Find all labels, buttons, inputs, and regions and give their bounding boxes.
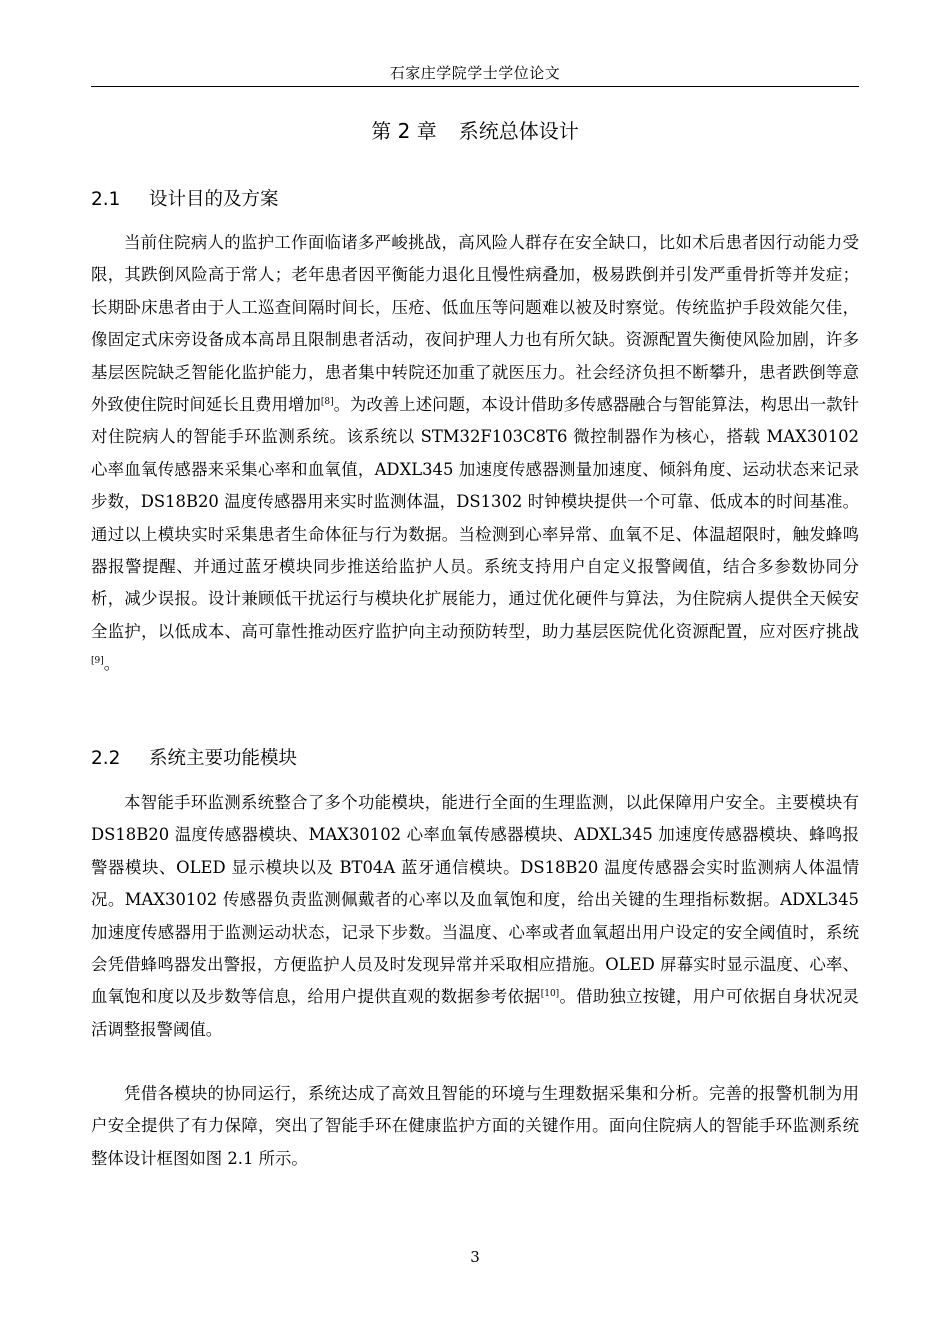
header-divider bbox=[91, 86, 859, 87]
section-heading-2-1 bbox=[91, 186, 279, 214]
chapter-name: 系统总体设计 bbox=[458, 119, 579, 143]
paragraph-text: 。 bbox=[103, 654, 121, 674]
citation-ref: [10] bbox=[540, 989, 560, 1000]
running-header: 石家庄学院学士学位论文 bbox=[389, 64, 561, 82]
chapter-number: 第 2 章 bbox=[371, 119, 437, 143]
paragraph-text: 本智能手环监测系统整合了多个功能模块，能进行全面的生理监测，以此保障用户安全。主要模块有 DS18B20 温度传感器模块、MAX30102 心率血氧传感器模块、ADXL345 加速度传感器模块、蜂鸣报警器模块、OLED 显示模块以及 BT04A 蓝牙通信模块。DS18B20 温度传感器会实时监测病人体温情况。MAX30102 传感器负责监测佩戴者的心率以及血氧饱和度，给出关键的生理指标数据。ADXL345 加速度传感器用于监测运动状态，记录下步数。当温度、心率或者血氧超出用户设定的安全阈值时，系统会凭借蜂鸣器发出警报，方便监护人员及时发现异常并采取相应措施。OLED 屏幕实时显示温度、心率、血氧饱和度以及步数等信息，给用户提供直观的数据参考依据 bbox=[91, 793, 859, 1007]
paragraph-text: 当前住院病人的监护工作面临诸多严峻挑战，高风险人群存在安全缺口，比如术后患者因行动能力受限，其跌倒风险高于常人；老年患者因平衡能力退化且慢性病叠加，极易跌倒并引发严重骨折等并发症；长期卧床患者由于人工巡查间隔时间长，压疮、低血压等问题难以被及时察觉。传统监护手段效能欠佳，像固定式床旁设备成本高昂且限制患者活动，夜间护理人力也有所欠缺。资源配置失衡使风险加剧，许多基层医院缺乏智能化监护能力，患者集中转院还加重了就医压力。社会经济负担不断攀升，患者跌倒等意外致使住院时间延长且费用增加 bbox=[91, 233, 859, 415]
section-number: 2.2 bbox=[91, 748, 121, 769]
section-heading-2-2 bbox=[91, 745, 297, 773]
citation-ref: [9] bbox=[91, 656, 104, 667]
body-paragraph bbox=[91, 787, 859, 1046]
citation-ref: [8] bbox=[320, 397, 334, 408]
section-title: 系统主要功能模块 bbox=[149, 748, 298, 769]
body-paragraph bbox=[91, 227, 859, 681]
body-paragraph bbox=[91, 1078, 859, 1175]
section-number: 2.1 bbox=[91, 189, 121, 210]
paragraph-text: 凭借各模块的协同运行，系统达成了高效且智能的环境与生理数据采集和分析。完善的报警机制为用户安全提供了有力保障，突出了智能手环在健康监护方面的关键作用。面向住院病人的智能手环监测系统整体设计框图如图 2.1 所示。 bbox=[91, 1084, 859, 1168]
section-title: 设计目的及方案 bbox=[149, 189, 279, 210]
paragraph-text: 。为改善上述问题，本设计借助多传感器融合与智能算法，构思出一款针对住院病人的智能手环监测系统。该系统以 STM32F103C8T6 微控制器作为核心，搭载 MAX30102 心率血氧传感器来采集心率和血氧值，ADXL345 加速度传感器测量加速度、倾斜角度、运动状态来记录步数，DS18B20 温度传感器用来实时监测体温，DS1302 时钟模块提供一个可靠、低成本的时间基准。通过以上模块实时采集患者生命体征与行为数据。当检测到心率异常、血氧不足、体温超限时，触发蜂鸣器报警提醒、并通过蓝牙模块同步推送给监护人员。系统支持用户自定义报警阈值，结合多参数协同分析，减少误报。设计兼顾低干扰运行与模块化扩展能力，通过优化硬件与算法，为住院病人提供全天候安全监护，以低成本、高可靠性推动医疗监护向主动预防转型，助力基层医院优化资源配置，应对医疗挑战 bbox=[91, 395, 859, 641]
page-number: 3 bbox=[470, 1248, 480, 1266]
paragraph-text: 。借助独立按键，用户可依据自身状况灵活调整报警阈值。 bbox=[91, 987, 860, 1039]
chapter-title bbox=[91, 116, 859, 146]
